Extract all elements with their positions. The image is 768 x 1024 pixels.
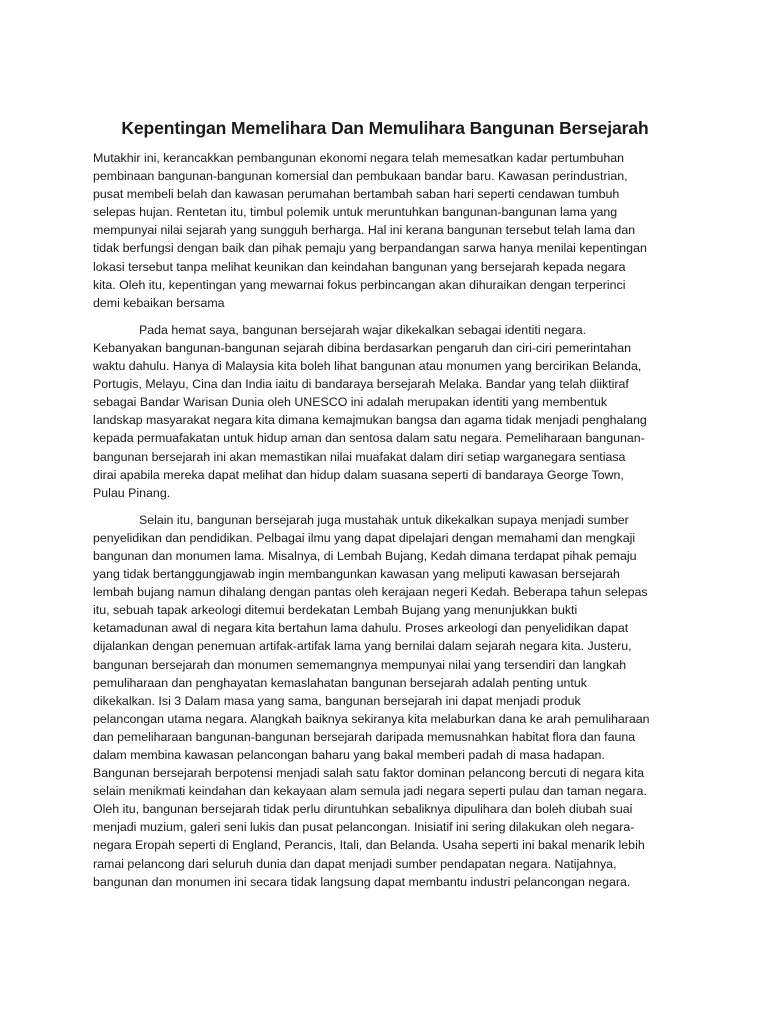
paragraph-line: pusat membeli belah dan kawasan perumahan bertambah saban hari seperti cendawan tumbuh [93,187,620,202]
paragraph-line: bangunan dan monumen ini secara tidak langsung dapat membantu industri pelancongan negara. [93,874,631,889]
paragraph-line: lembah bujang namun dihalang dengan pantas oleh kerajaan negeri Kedah. Beberapa tahun selepas [93,585,648,600]
paragraph-line: dan pemeliharaan bangunan-bangunan bersejarah daripada memusnahkan habitat flora dan fauna [93,729,636,744]
paragraph-line: tidak berfungsi dengan baik dan pihak pemaju yang berpandangan sarwa hanya menilai kepentingan [93,241,647,256]
paragraph-line: selain menikmati keindahan dan kekayaan alam semula jadi negara seperti pulau dan taman negara. [93,784,647,799]
paragraph-line: landskap masyarakat negara kita dimana kemajmukan bangsa dan agama tidak menjadi penghalang [93,413,647,428]
paragraph-line: lokasi tersebut tanpa melihat keunikan dan keindahan bangunan yang bersejarah kepada negara [93,259,626,274]
paragraph-line: ketamadunan awal di negara kita bertahun lama dahulu. Proses arkeologi dan penyelidikan dapat [93,621,629,636]
paragraph-line: Bangunan bersejarah berpotensi menjadi salah satu faktor dominan pelancong bercuti di negara kita [93,766,645,781]
paragraph-line: Mutakhir ini, kerancakkan pembangunan ekonomi negara telah memesatkan kadar pertumbuhan [93,151,625,165]
paragraph-line: negara Eropah seperti di England, Perancis, Itali, dan Belanda. Usaha seperti ini bakal menarik lebih [93,838,645,853]
paragraph-line: sebagai Bandar Warisan Dunia oleh UNESCO ini adalah merupakan identiti yang membentuk [93,395,608,410]
paragraph-line: ramai pelancong dari seluruh dunia dan dapat menjadi sumber pendapatan negara. Natijahnya, [93,856,617,871]
paragraph [93,511,677,891]
paragraph-line: dijalankan dengan penemuan artifak-artifak lama yang bernilai dalam sejarah negara kita. Justeru, [93,639,632,654]
paragraph-line: kita. Oleh itu, kepentingan yang mewarnai fokus perbincangan akan dihuraikan dengan terperinci [93,277,626,292]
paragraph-line: selepas hujan. Rentetan itu, timbul polemik untuk meruntuhkan bangunan-bangunan lama yang [93,205,618,220]
paragraph-line: dalam membina kawasan pelancongan baharu yang bakal memberi padah di masa hadapan. [93,748,605,762]
paragraph-line: Pada hemat saya, bangunan bersejarah wajar dikekalkan sebagai identiti negara. [139,322,587,337]
paragraph-line: dirai apabila mereka dapat melihat dan hidup dalam suasana seperti di bandaraya George Town, [93,467,624,482]
paragraph-line: Pulau Pinang. [93,485,171,500]
paragraph-line: mempunyai nilai sejarah yang sungguh berharga. Hal ini kerana bangunan tersebut telah lama dan [93,223,636,238]
paragraph-line: demi kebaikan bersama [93,295,225,310]
paragraph-line: waktu dahulu. Hanya di Malaysia kita boleh lihat bangunan atau monumen yang bercirikan Belanda, [93,359,642,374]
paragraph-line: Selain itu, bangunan bersejarah juga mustahak untuk dikekalkan supaya menjadi sumber [139,512,629,527]
paragraph-line: Kebanyakan bangunan-bangunan sejarah dibina berdasarkan pengaruh dan ciri-ciri pemerintahan [93,340,631,355]
paragraph-line: Portugis, Melayu, Cina dan India iaitu di bandaraya bersejarah Melaka. Bandar yang telah diiktiraf [93,377,629,392]
document-page [93,116,677,900]
paragraph-line: pemuliharaan dan penghayatan kemaslahatan bangunan bersejarah adalah penting untuk [93,675,587,690]
paragraph-line: pelancongan utama negara. Alangkah baiknya sekiranya kita melaburkan dana ke arah pemuliharaan [93,711,650,726]
document-title: Kepentingan Memelihara Dan Memulihara Bangunan Bersejarah [121,118,649,138]
document-body [93,149,677,891]
paragraph [93,149,677,312]
paragraph-line: pembinaan bangunan-bangunan komersial dan pembukaan bandar baru. Kawasan perindustrian, [93,169,628,184]
paragraph-line: itu, sebuah tapak arkeologi ditemui berdekatan Lembah Bujang yang menunjukkan bukti [93,603,578,618]
paragraph-line: bangunan bersejarah dan monumen sememangnya mempunyai nilai yang tersendiri dan langkah [93,657,627,672]
paragraph-line: penyelidikan dan pendidikan. Pelbagai ilmu yang dapat dipelajari dengan memahami dan mengkaji [93,530,636,545]
paragraph-line: Oleh itu, bangunan bersejarah tidak perlu diruntuhkan sebaliknya dipulihara dan boleh diubah suai [93,802,633,817]
paragraph-line: dikekalkan. Isi 3 Dalam masa yang sama, bangunan bersejarah ini dapat menjadi produk [93,693,581,708]
paragraph-line: bangunan bersejarah ini akan memastikan nilai muafakat dalam diri setiap warganegara sentiasa [93,449,626,464]
paragraph-line: yang tidak bertanggungjawab ingin membangunkan kawasan yang meliputi kawasan bersejarah [93,567,620,582]
paragraph-line: kepada permuafakatan untuk hidup aman dan sentosa dalam satu negara. Pemeliharaan bangunan- [93,431,645,446]
paragraph-line: menjadi muzium, galeri seni lukis dan pusat pelancongan. Inisiatif ini sering dilakukan oleh negara- [93,820,635,835]
paragraph-line: bangunan dan monumen lama. Misalnya, di Lembah Bujang, Kedah dimana terdapat pihak pemaju [93,548,637,563]
paragraph [93,321,677,502]
